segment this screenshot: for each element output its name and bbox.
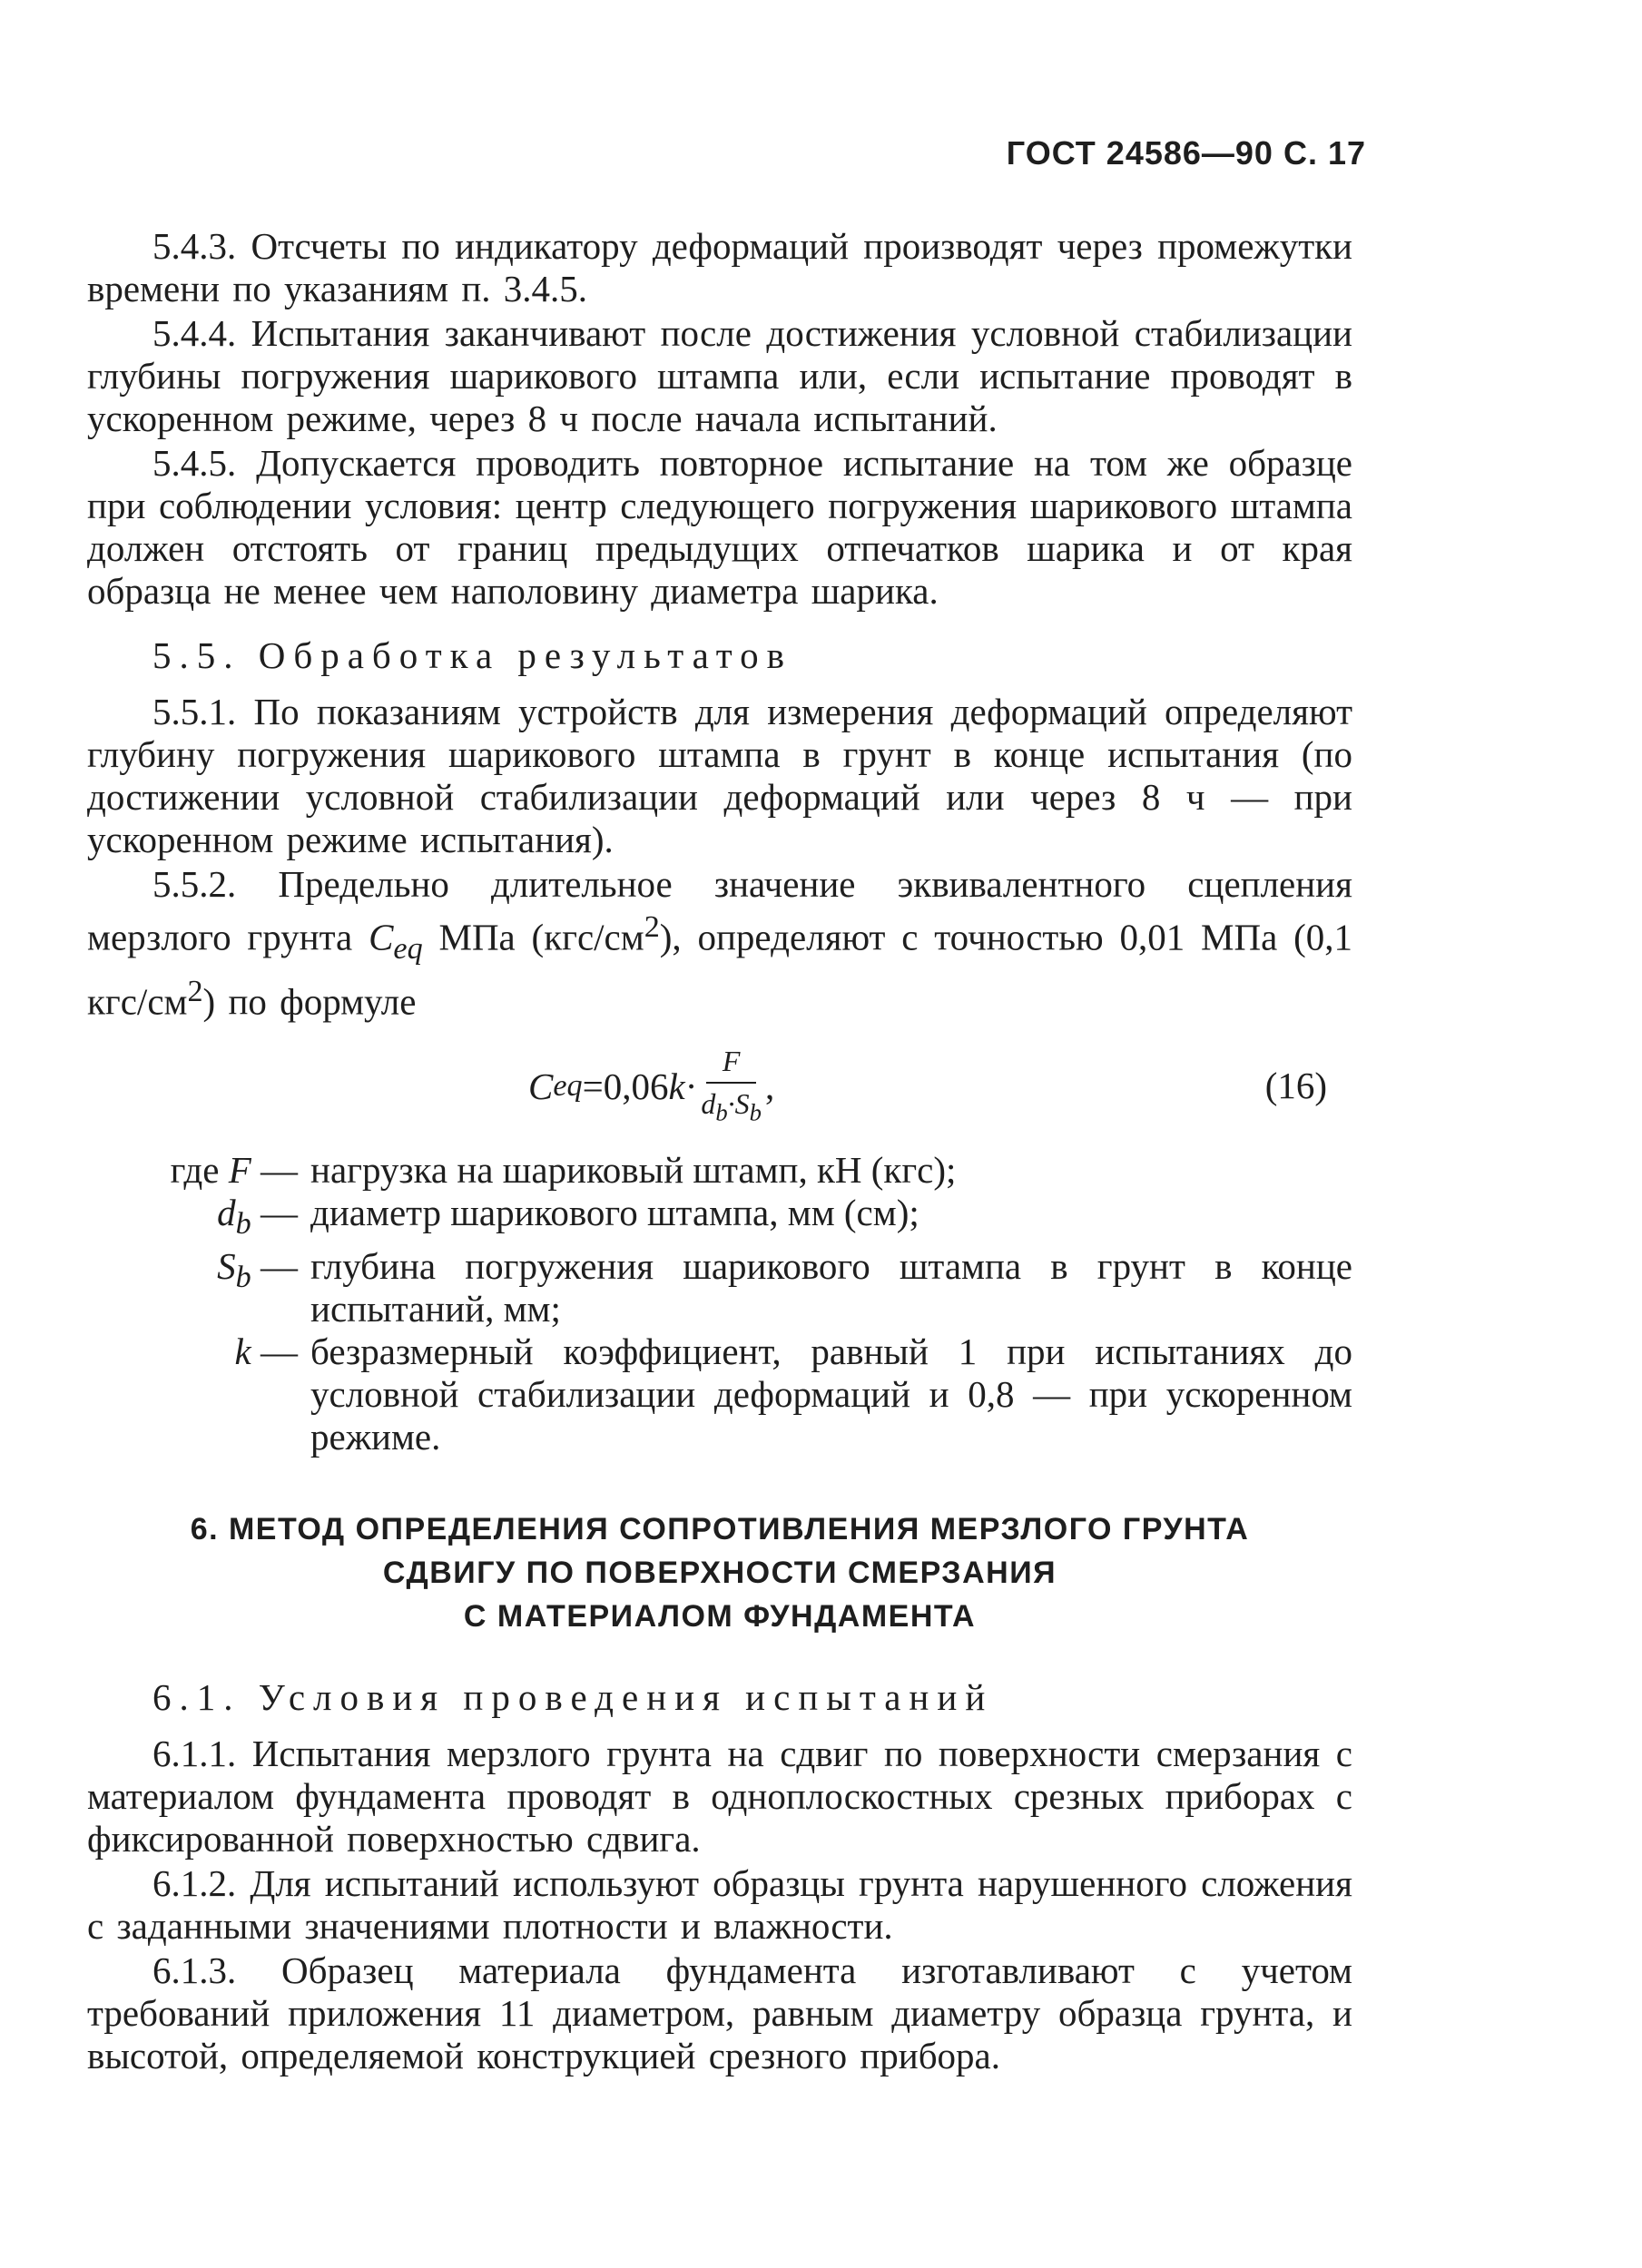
formula-16 — [87, 1036, 1352, 1144]
subheading-5-5: 5.5. Обработка результатов — [152, 634, 793, 676]
subheading-6-1: 6.1. Условия проведения испытаний — [152, 1675, 994, 1718]
paragraph-5-4-5: 5.4.5. Допускается проводить повторное испытание на том же образце при соблюдении условия: центр следующего погружения шарикового штампа должен отстоять от границ предыдущих отпечатков шарика и от края образца не менее чем наполовину диаметра шарика. — [87, 442, 1352, 612]
paragraph-5-5-2: 5.5.2. Предельно длительное значение эквивалентного сцепления мерзлого грунта $C_{eq}$ МПа $(кгс/см^2)$, определяют с точностью 0,01 МПа (0,1 кгс/$см^2$) по формуле — [87, 863, 1352, 1023]
where-desc-k: безразмерный коэффициент, равный 1 при испытаниях до условной стабилизации деформаций и 0,8 — при ускоренном режиме. — [310, 1330, 1352, 1458]
variable-definitions — [87, 1149, 1352, 1458]
section-6-title: 6. МЕТОД ОПРЕДЕЛЕНИЯ СОПРОТИВЛЕНИЯ МЕРЗЛОГО ГРУНТА СДВИГУ ПО ПОВЕРХНОСТИ СМЕРЗАНИЯ С МАТЕРИАЛОМ ФУНДАМЕНТА — [190, 1511, 1250, 1634]
page-header: ГОСТ 24586—90 С. 17 — [1006, 134, 1366, 172]
formula-expression: C eq =0,06 k · $\frac{F}{d_b\cdot S_b}$ , — [528, 1045, 775, 1126]
paragraph-6-1-2: 6.1.2. Для испытаний используют образцы грунта нарушенного сложения с заданными значениями плотности и влажности. — [87, 1861, 1352, 1947]
where-desc-f: нагрузка на шариковый штамп, кН (кгс); — [310, 1148, 957, 1191]
where-desc-db: диаметр шарикового штампа, мм (см); — [310, 1191, 919, 1233]
formula-number: (16) — [1264, 1064, 1327, 1106]
where-symbol-k: k — — [234, 1330, 298, 1372]
paragraph-5-4-3: 5.4.3. Отсчеты по индикатору деформаций производят через промежутки времени по указаниям п. 3.4.5. — [87, 225, 1352, 309]
formula-fraction: $\frac{F}{d_b\cdot S_b}$ — [701, 1045, 762, 1126]
paragraph-5-4-4: 5.4.4. Испытания заканчивают после достижения условной стабилизации глубины погружения шарикового штампа или, если испытание проводят в ускоренном режиме, через 8 ч после начала испытаний. — [87, 312, 1352, 439]
paragraph-6-1-3: 6.1.3. Образец материала фундамента изготавливают с учетом требований приложения 11 диаметром, равным диаметру образца грунта, и высотой, определяемой конструкцией срезного прибора. — [87, 1949, 1352, 2077]
where-symbol-sb: $S_b$ — — [217, 1244, 298, 1294]
document-body — [87, 225, 1352, 2079]
where-desc-sb: глубина погружения шарикового штампа в грунт в конце испытаний, мм; — [310, 1244, 1352, 1330]
where-symbol-f: где F — — [170, 1148, 298, 1191]
paragraph-6-1-1: 6.1.1. Испытания мерзлого грунта на сдвиг по поверхности смерзания с материалом фундамента проводят в одноплоскостных срезных приборах с фиксированной поверхностью сдвига. — [87, 1732, 1352, 1860]
paragraph-5-5-1: 5.5.1. По показаниям устройств для измерения деформаций определяют глубину погружения шарикового штампа в грунт в конце испытания (по достижении условной стабилизации деформаций или через 8 ч — при ускоренном режиме испытания). — [87, 691, 1352, 860]
where-symbol-db: $d_b$ — — [217, 1191, 298, 1241]
